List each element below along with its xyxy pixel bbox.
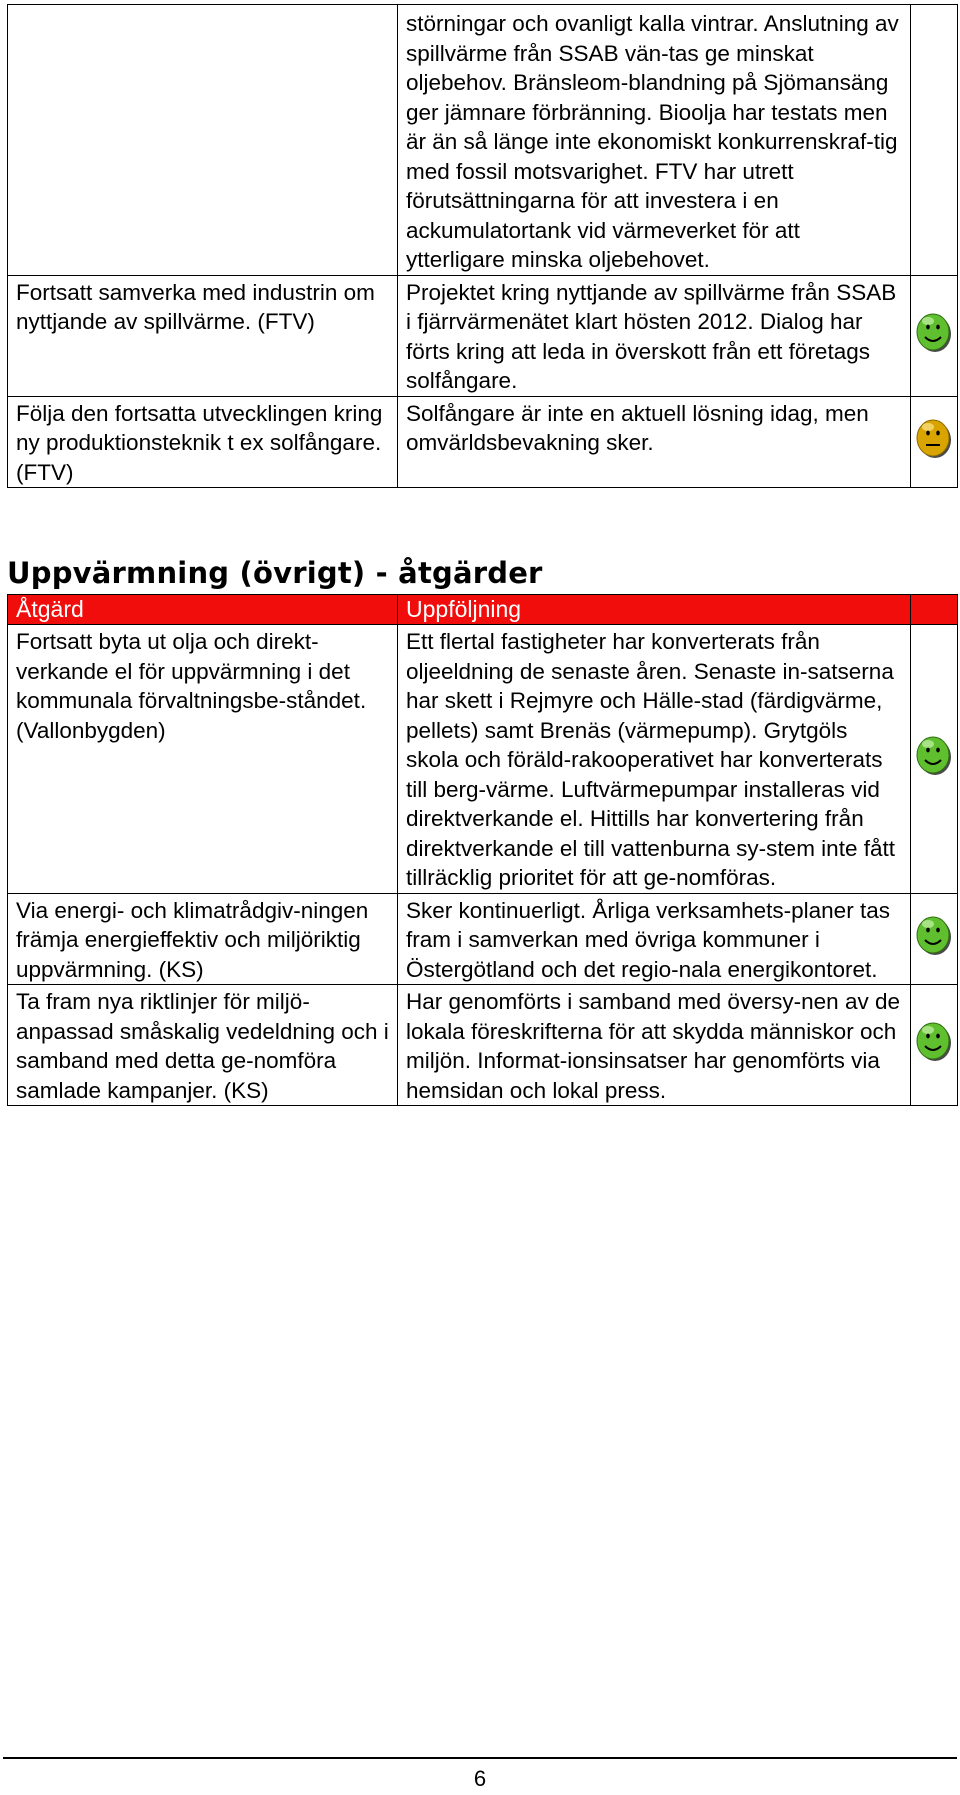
followup-text: Projektet kring nyttjande av spillvärme från SSAB i fjärrvärmenätet klart hösten 2012. Dialog har förts kring att leda in överskott från ett företags solfångare. (406, 279, 897, 393)
table-row (8, 625, 958, 894)
action-text: Följa den fortsatta utvecklingen kring ny produktionsteknik t ex solfångare. (FTV) (16, 400, 383, 485)
action-text: Via energi- och klimatrådgiv-ningen främja energieffektiv och miljöriktig uppvärmning. (KS) (16, 897, 369, 982)
header-status (911, 595, 958, 625)
yellow-neutral-smiley-icon (915, 416, 953, 460)
action-cell (8, 5, 398, 276)
action-text: Fortsatt byta ut olja och direkt-verkande el för uppvärmning i det kommunala förvaltningsbe-ståndet. (Vallonbygden) (16, 629, 367, 743)
followup-text: Ett flertal fastigheter har konverterats från oljeeldning de senaste åren. Senaste in-satserna har skett i Rejmyre och Hälle-stad (färdigvärme, pellets) samt Brenäs (värmepump). Grytgöls skola och föräld-rakooperativet har konverterats till berg-värme. Luftvärmepumpar installeras vid direktverkande el. Hittills har konvertering från direktverkande el till vattenburna sy-stem inte fått tillräcklig prioritet för att ge-nomföras. (406, 629, 895, 890)
followup-cell (398, 893, 911, 985)
table-row (8, 5, 958, 276)
followup-text: störningar och ovanligt kalla vintrar. Anslutning av spillvärme från SSAB vän-tas ge minskat oljebehov. Bränsleom-blandning på Sjömansäng ger jämnare förbränning. Bioolja har testats men är än så länge inte ekonomiskt konkurrenskraf-tig med fossil motsvarighet. FTV har utrett förutsättningarna för att investera i en ackumulatortank vid värmeverket för att ytterligare minska oljebehovet. (406, 11, 899, 272)
header-followup: Uppföljning (398, 595, 911, 625)
footer-divider (3, 1757, 957, 1759)
status-cell (911, 893, 958, 985)
status-cell (911, 5, 958, 276)
status-cell (911, 625, 958, 894)
green-smiley-icon (915, 1019, 953, 1063)
action-text: Ta fram nya riktlinjer för miljö-anpassad småskalig vedeldning och i samband med detta ge-nomföra samlade kampanjer. (KS) (16, 989, 389, 1103)
table-row (8, 893, 958, 985)
heating-actions-table (7, 594, 958, 1106)
action-cell (8, 625, 398, 894)
top-actions-table (7, 4, 958, 488)
green-smiley-icon (915, 913, 953, 957)
table-row (8, 985, 958, 1106)
followup-cell (398, 985, 911, 1106)
status-cell (911, 985, 958, 1106)
table-row (8, 396, 958, 488)
header-action: Åtgärd (8, 595, 398, 625)
status-cell (911, 396, 958, 488)
followup-text: Sker kontinuerligt. Årliga verksamhets-planer tas fram i samverkan med övriga kommuner i Östergötland och det regio-nala energikontoret. (406, 897, 890, 982)
followup-text: Solfångare är inte en aktuell lösning idag, men omvärldsbevakning sker. (406, 400, 869, 455)
followup-cell (398, 625, 911, 894)
green-smiley-icon (915, 733, 953, 777)
page-number: 6 (473, 1766, 487, 1791)
section-title: Uppvärmning (övrigt) - åtgärder (7, 556, 543, 590)
action-cell (8, 396, 398, 488)
followup-cell (398, 275, 911, 396)
action-text: Fortsatt samverka med industrin om nyttjande av spillvärme. (FTV) (16, 279, 375, 334)
followup-cell (398, 5, 911, 276)
action-cell (8, 275, 398, 396)
action-cell (8, 985, 398, 1106)
green-smiley-icon (915, 310, 953, 354)
followup-cell (398, 396, 911, 488)
table-header-row (8, 595, 958, 625)
action-cell (8, 893, 398, 985)
status-cell (911, 275, 958, 396)
followup-text: Har genomförts i samband med översy-nen av de lokala föreskrifterna för att skydda människor och miljön. Informat-ionsinsatser har genomförts via hemsidan och lokal press. (406, 989, 900, 1103)
table-row (8, 275, 958, 396)
